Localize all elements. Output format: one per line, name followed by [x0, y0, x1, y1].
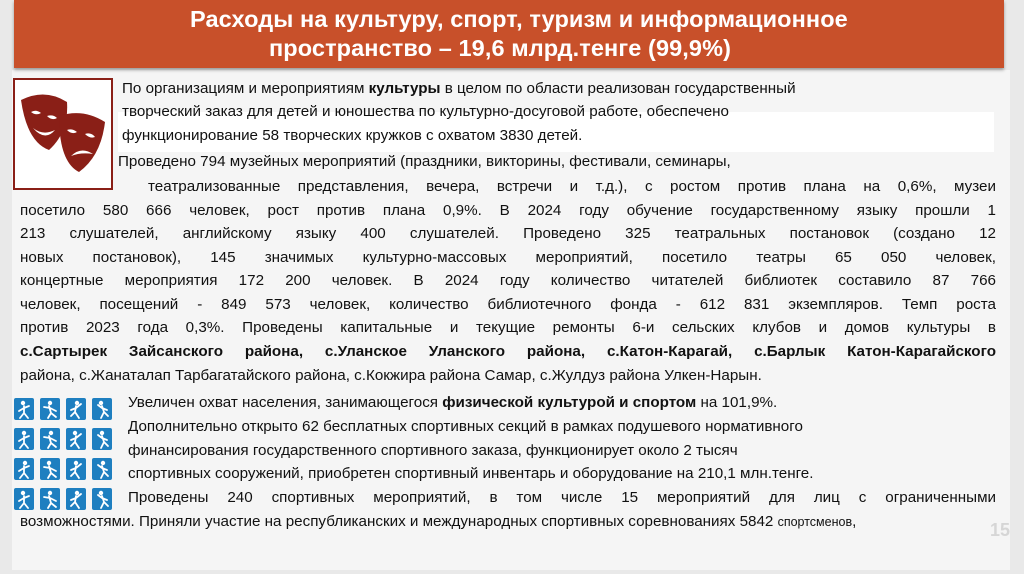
- sport-pictogram-tile: [92, 428, 112, 450]
- sport-pictogram-tile: [92, 488, 112, 510]
- sport-pictogram-tile: [14, 488, 34, 510]
- sport-line-3: финансирования государственного спортивного заказа, функционирует около 2 тысяч: [128, 442, 738, 459]
- sport-pictogram-tile: [92, 458, 112, 480]
- sport-pictogram-tile: [40, 398, 60, 420]
- sport-pictogram-tile: [92, 398, 112, 420]
- sport-pictogram-tile: [14, 398, 34, 420]
- sport-pictogram-tile: [66, 488, 86, 510]
- sport-line-6: возможностями. Приняли участие на республиканских и международных спортивных соревнованиях 5842 спортсменов,: [20, 513, 857, 530]
- sport-pictogram-tile: [66, 458, 86, 480]
- sport-line-2: Дополнительно открыто 62 бесплатных спортивных секций в рамках подушевого нормативного: [128, 418, 803, 435]
- sport-pictogram-tile: [14, 458, 34, 480]
- culture-line-2: творческий заказ для детей и юношества по культурно-досуговой работе, обеспечено: [122, 103, 730, 120]
- sport-pictogram-tile: [40, 458, 60, 480]
- culture-line-9: концертные мероприятия 172 200 человек. В 2024 году количество читателей библиотек составило 87 766: [20, 272, 996, 289]
- sport-pictogram-tile: [40, 428, 60, 450]
- culture-line-4: Проведено 794 музейных мероприятий (праздники, викторины, фестивали, семинары,: [118, 153, 731, 170]
- sport-line-1: Увеличен охват населения, занимающегося физической культурой и спортом на 101,9%.: [128, 394, 778, 411]
- page-number: 15: [990, 520, 1011, 540]
- culture-line-5: театрализованные представления, вечера, встречи и т.д.), с ростом против плана на 0,6%, музеи: [148, 178, 996, 195]
- culture-line-1: По организациям и мероприятиям культуры в целом по области реализован государственный: [122, 80, 796, 97]
- culture-line-8: новых постановок), 145 значимых культурно-массовых мероприятий, посетило театры 65 050 человек,: [20, 249, 996, 266]
- culture-line-3: функционирование 58 творческих кружков с охватом 3830 детей.: [122, 127, 583, 144]
- sport-pictograms-icon: [14, 398, 120, 518]
- culture-line-10: человек, посещений - 849 573 человек, количество библиотечного фонда - 612 831 экземпляров. Темп роста: [20, 296, 996, 313]
- sport-line-5: Проведены 240 спортивных мероприятий, в том числе 15 мероприятий для лиц с ограниченными: [128, 489, 996, 506]
- slide-title-line-2: пространство – 19,6 млрд.тенге (99,9%): [269, 35, 732, 61]
- culture-line-7: 213 слушателей, английскому языку 400 слушателей. Проведено 325 театральных постановок (создано 12: [20, 225, 996, 242]
- culture-villages-line: с.Сартырек Зайсанского района, с.Уланское Уланского района, с.Катон-Карагай, с.Барлык Катон-Карагайского: [20, 343, 996, 360]
- theatre-masks-icon: [13, 78, 113, 190]
- sport-pictogram-tile: [66, 398, 86, 420]
- sport-pictogram-tile: [40, 488, 60, 510]
- sport-line-4: спортивных сооружений, приобретен спортивный инвентарь и оборудование на 210,1 млн.тенге.: [128, 465, 814, 482]
- culture-line-13: района, с.Жанаталап Тарбагатайского района, с.Кокжира района Самар, с.Жулдуз района Улкен-Нарын.: [20, 367, 762, 384]
- culture-line-6: посетило 580 666 человек, рост против плана 0,9%. В 2024 году обучение государственному языку прошли 1: [20, 202, 996, 219]
- sport-pictogram-tile: [66, 428, 86, 450]
- title-bar: [14, 0, 1004, 68]
- culture-line-11: против 2023 года 0,3%. Проведены капитальные и текущие ремонты 6-и сельских клубов и домов культуры в: [20, 319, 996, 336]
- sport-pictogram-tile: [14, 428, 34, 450]
- slide-title-line-1: Расходы на культуру, спорт, туризм и информационное: [190, 6, 848, 32]
